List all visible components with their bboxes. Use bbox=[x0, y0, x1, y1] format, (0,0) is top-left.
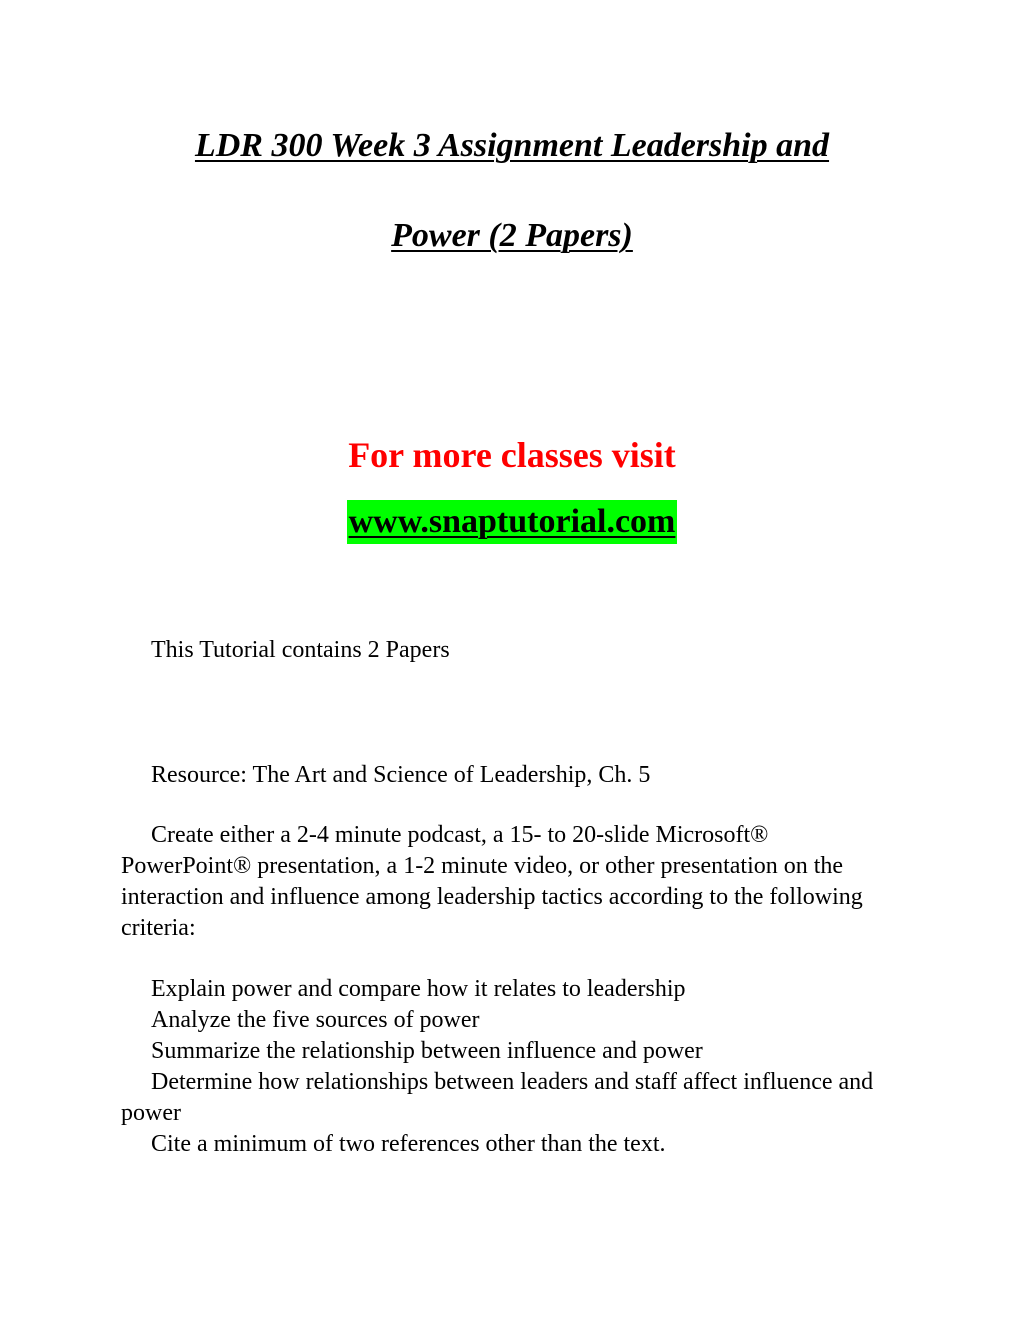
criteria-item: Determine how relationships between leaders and staff affect influence and power bbox=[121, 1069, 874, 1126]
criteria-item: Analyze the five sources of power bbox=[151, 1007, 480, 1033]
criteria-item: Summarize the relationship between influence and power bbox=[151, 1038, 703, 1064]
promo-link-container bbox=[0, 500, 1024, 544]
criteria-item: Explain power and compare how it relates to leadership bbox=[151, 976, 686, 1002]
snaptutorial-link[interactable]: www.snaptutorial.com bbox=[347, 500, 678, 544]
tutorial-contains-text: This Tutorial contains 2 Papers bbox=[151, 637, 450, 663]
promo-text: For more classes visit bbox=[348, 435, 676, 475]
instructions-paragraph: Create either a 2-4 minute podcast, a 15- to 20-slide Microsoft® PowerPoint® presentation, a 1-2 minute video, or other presentation on the interaction and influence among leadership tactics according to the following criteria: bbox=[121, 822, 863, 941]
document-title-line-2: Power (2 Papers) bbox=[391, 217, 633, 254]
criteria-item: Cite a minimum of two references other than the text. bbox=[151, 1131, 666, 1157]
criteria-list bbox=[121, 974, 901, 1160]
document-title-line-1: LDR 300 Week 3 Assignment Leadership and bbox=[194, 127, 830, 164]
resource-text: Resource: The Art and Science of Leadership, Ch. 5 bbox=[151, 762, 651, 788]
